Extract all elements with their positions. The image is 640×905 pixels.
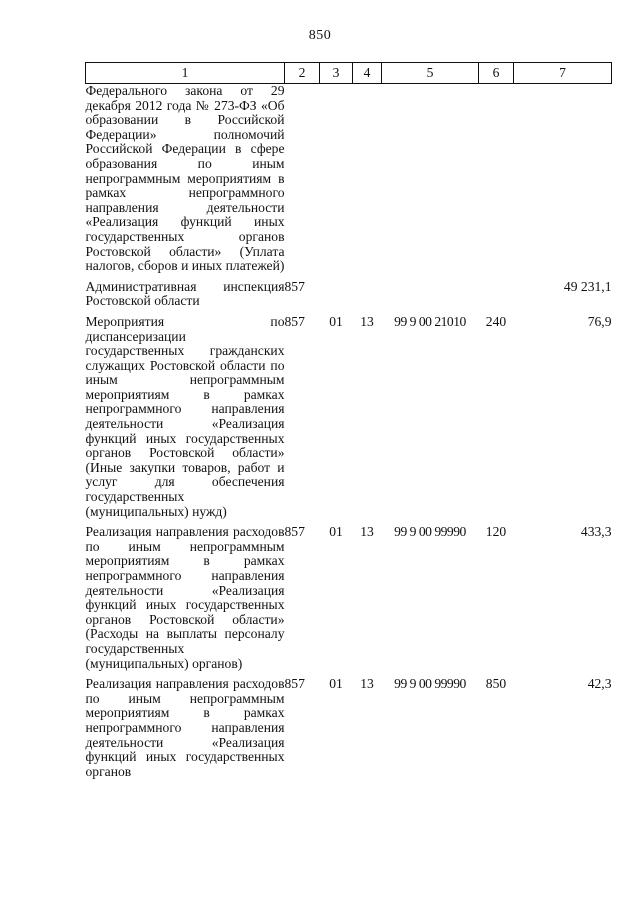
column-header: 2 xyxy=(285,63,320,84)
column-header: 6 xyxy=(479,63,514,84)
row-description: Федерального закона от 29 декабря 2012 года № 273-ФЗ «Об образовании в Российской Федерации» полномочий Российской Федерации в сфере образования по иным непрограммным мероприятиям в рамках непрограммного направления деятельности «Реализация функций иных государственных органов Ростовской области» (Уплата налогов, сборов и иных платежей) xyxy=(85,83,285,274)
table-row xyxy=(86,315,612,525)
cell-expense-type: 120 xyxy=(485,524,507,540)
cell-code: 857 xyxy=(284,278,305,294)
cell-subsection xyxy=(353,84,382,280)
cell-amount: 42,3 xyxy=(587,676,612,692)
page-number: 850 xyxy=(308,28,332,43)
cell-expense-type: 850 xyxy=(485,676,507,692)
cell-target xyxy=(382,84,479,280)
table-row xyxy=(86,677,612,779)
column-header: 4 xyxy=(353,63,382,84)
cell-subsection: 13 xyxy=(360,676,374,692)
column-header: 5 xyxy=(382,63,479,84)
cell-subsection: 13 xyxy=(360,313,374,329)
cell-amount xyxy=(514,84,612,280)
cell-amount: 433,3 xyxy=(580,524,612,540)
row-description: Реализация направления расходов по иным непрограммным мероприятиям в рамках непрограммного направления деятельности «Реализация функций иных государственных органов xyxy=(85,676,285,779)
column-header: 1 xyxy=(86,63,285,84)
row-description: Мероприятия по диспансеризации государственных гражданских служащих Ростовской области по иным непрограммным мероприятиям в рамках непрограммного направления деятельности «Реализация функций иных государственных органов Ростовской области» (Иные закупки товаров, работ и услуг для обеспечения государственных (муниципальных) нужд) xyxy=(85,313,285,519)
row-description: Административная инспекция Ростовской области xyxy=(85,278,285,309)
table-header-row xyxy=(86,63,612,84)
cell-code: 857 xyxy=(284,524,305,540)
cell-target: 99 9 00 21010 xyxy=(394,313,466,329)
cell-target xyxy=(382,280,479,315)
cell-section: 01 xyxy=(329,676,343,692)
column-header: 3 xyxy=(320,63,353,84)
table-row xyxy=(86,525,612,677)
table-row xyxy=(86,280,612,315)
cell-section: 01 xyxy=(329,524,343,540)
cell-section xyxy=(320,280,353,315)
cell-amount: 49 231,1 xyxy=(563,278,612,294)
cell-expense-type xyxy=(479,84,514,280)
cell-code: 857 xyxy=(284,676,305,692)
cell-code: 857 xyxy=(284,313,305,329)
cell-subsection: 13 xyxy=(360,524,374,540)
cell-expense-type: 240 xyxy=(485,313,507,329)
cell-target: 99 9 00 99990 xyxy=(394,676,466,692)
column-header: 7 xyxy=(514,63,612,84)
cell-section xyxy=(320,84,353,280)
cell-subsection xyxy=(353,280,382,315)
cell-section: 01 xyxy=(329,313,343,329)
cell-expense-type xyxy=(479,280,514,315)
row-description: Реализация направления расходов по иным непрограммным мероприятиям в рамках непрограммного направления деятельности «Реализация функций иных государственных органов Ростовской области» (Расходы на выплаты персоналу государственных (муниципальных) органов) xyxy=(85,524,285,671)
budget-table xyxy=(85,62,612,779)
cell-code xyxy=(285,84,320,280)
cell-target: 99 9 00 99990 xyxy=(394,524,466,540)
cell-amount: 76,9 xyxy=(587,313,612,329)
table-row xyxy=(86,84,612,280)
